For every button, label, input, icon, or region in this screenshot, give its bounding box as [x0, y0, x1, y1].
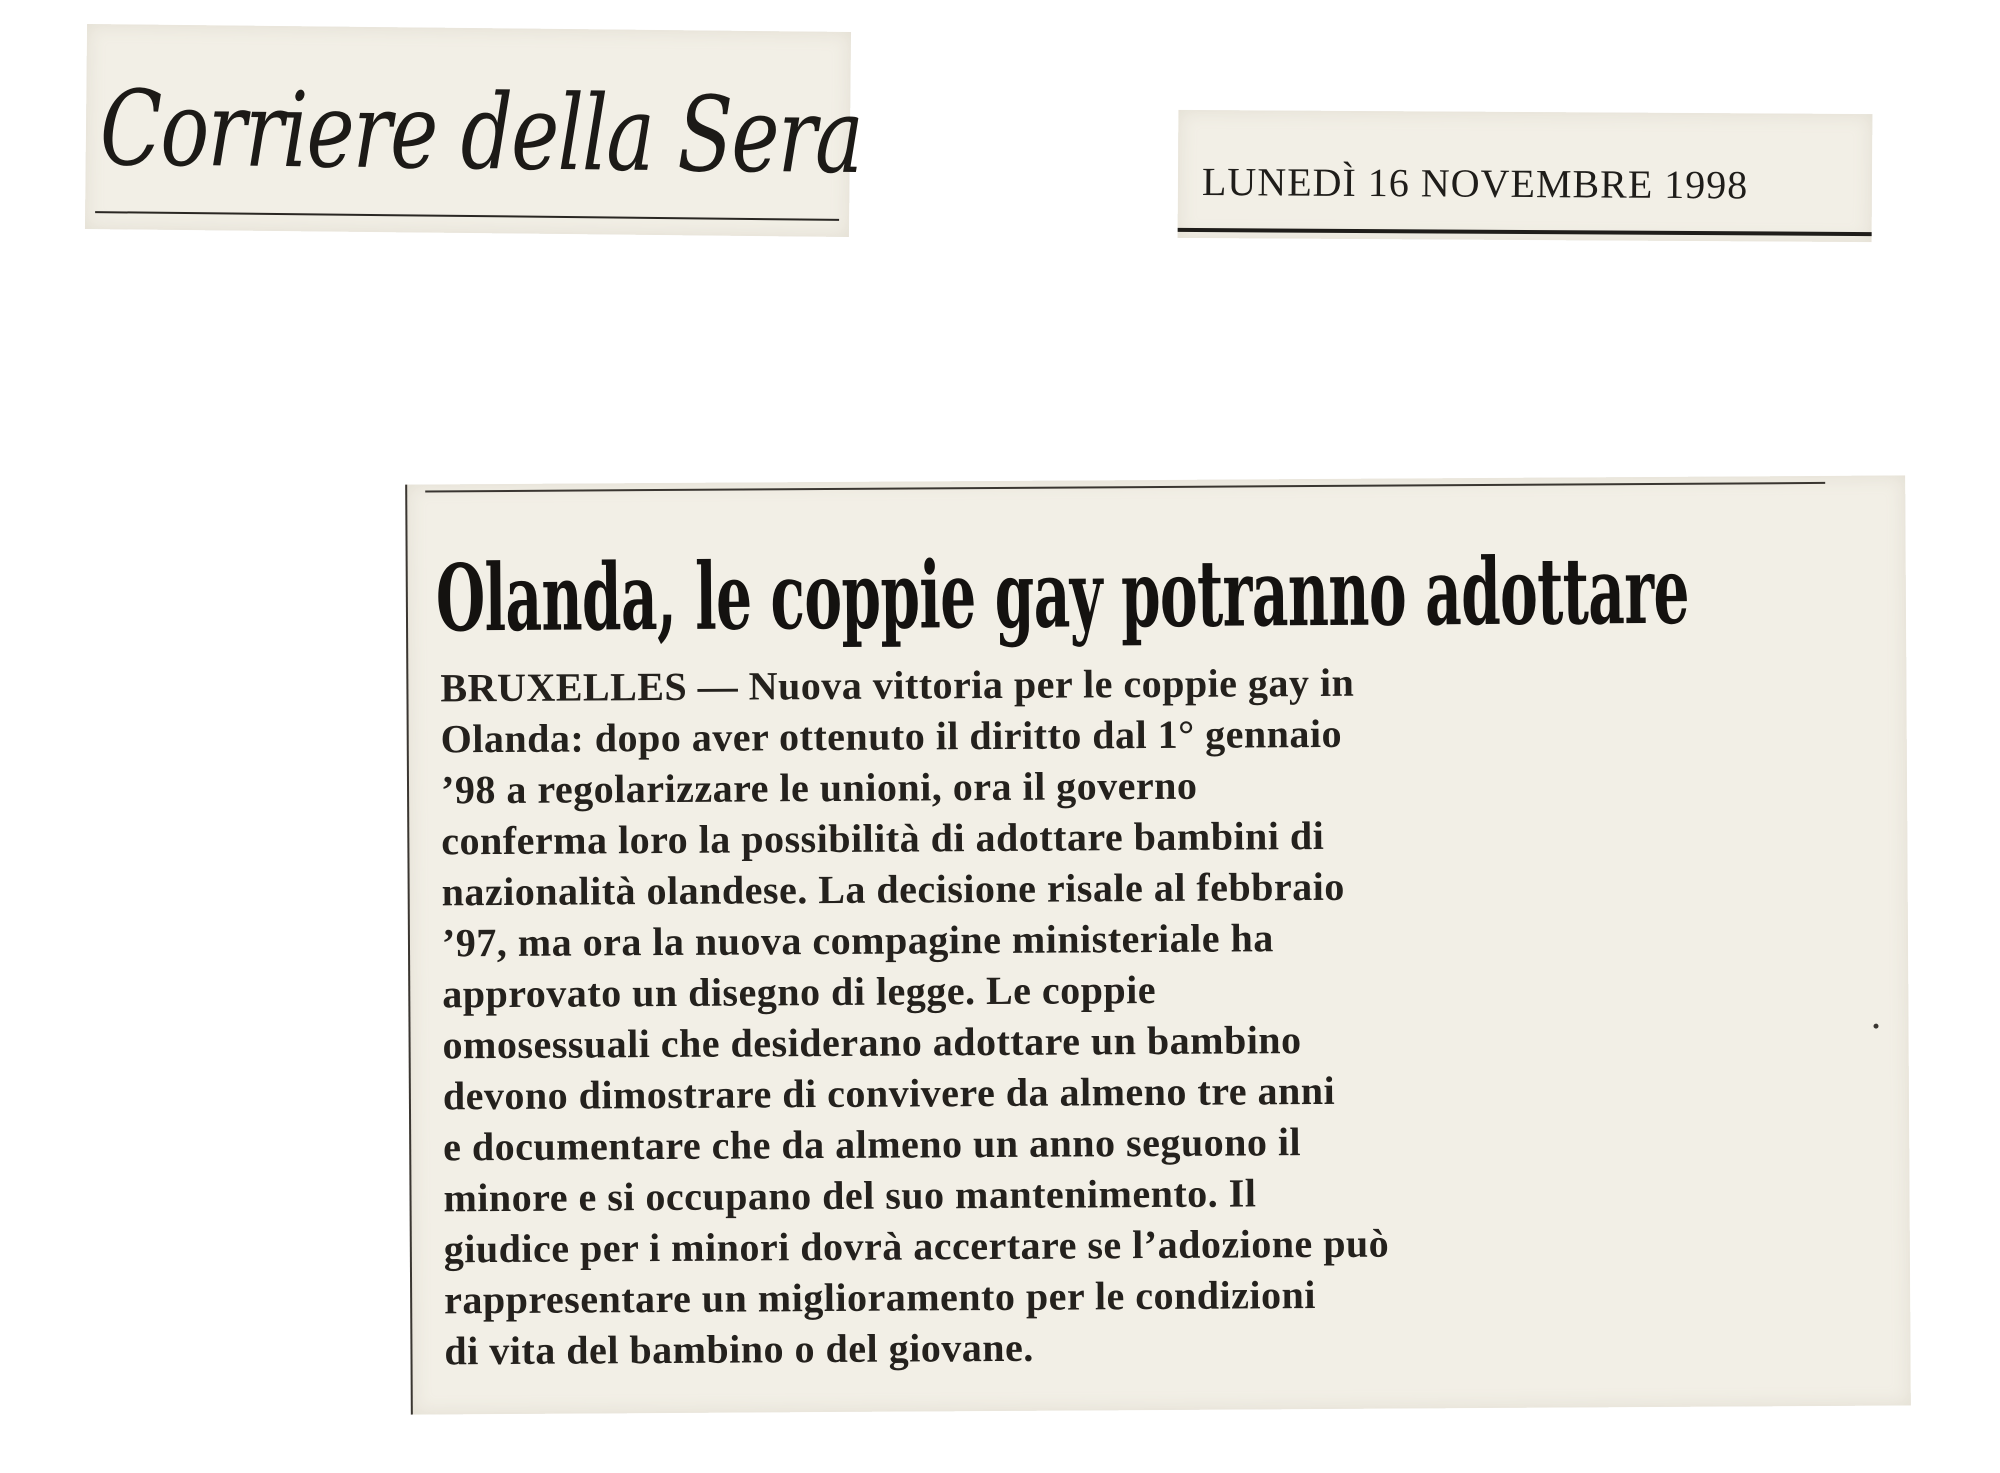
body-line: BRUXELLES — Nuova vittoria per le coppie gay in: [440, 659, 1355, 711]
body-line: Olanda: dopo aver ottenuto il diritto dal 1° gennaio: [440, 710, 1343, 762]
article-clipping: [405, 475, 1911, 1414]
article-top-rule: [425, 482, 1825, 493]
body-line: nazionalità olandese. La decisione risale al febbraio: [441, 863, 1345, 915]
newspaper-name: Corriere della Sera: [99, 67, 863, 198]
body-line: giudice per i minori dovrà accertare se l’adozione può: [443, 1220, 1390, 1272]
body-line: di vita del bambino o del giovane.: [444, 1324, 1034, 1374]
article-headline: Olanda, le coppie gay potranno adottare: [435, 536, 1690, 653]
date-rule: [1178, 228, 1872, 236]
body-line: conferma loro la possibilità di adottare bambini di: [441, 812, 1325, 864]
article-body: [440, 655, 1654, 1376]
body-line: minore e si occupano del suo mantenimento. Il: [443, 1170, 1257, 1221]
body-line: ’98 a regolarizzare le unioni, ora il governo: [440, 762, 1198, 813]
masthead-clipping: [85, 24, 863, 237]
masthead-rule: [95, 211, 839, 221]
ink-speck: [1873, 1024, 1878, 1029]
publication-date: LUNEDÌ 16 NOVEMBRE 1998: [1201, 159, 1749, 208]
body-line: rappresentare un miglioramento per le condizioni: [444, 1272, 1317, 1323]
body-line: ’97, ma ora la nuova compagine ministeriale ha: [441, 915, 1274, 966]
body-line: approvato un disegno di legge. Le coppie: [442, 967, 1157, 1017]
body-line: devono dimostrare di convivere da almeno tre anni: [442, 1067, 1336, 1119]
body-line: e documentare che da almeno un anno seguono il: [443, 1119, 1302, 1170]
body-line: omosessuali che desiderano adottare un bambino: [442, 1017, 1302, 1068]
date-clipping: [1178, 110, 1873, 242]
